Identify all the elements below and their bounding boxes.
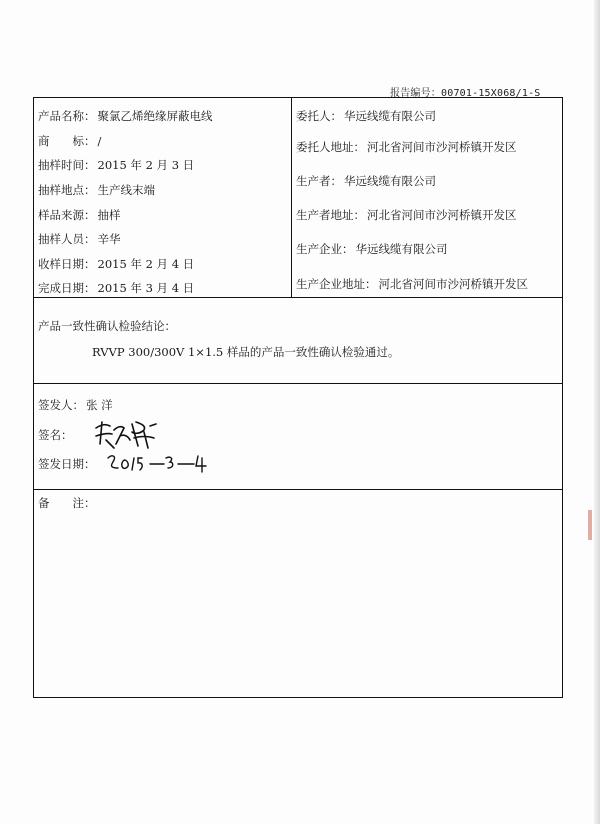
section-divider-top <box>34 297 562 298</box>
sampling-time-value: 2015 年 2 月 3 日 <box>97 158 195 172</box>
receipt-date-label: 收样日期： <box>38 257 96 271</box>
sample-source-value: 抽样 <box>97 208 121 222</box>
column-divider <box>291 98 292 297</box>
producer-label: 生产者： <box>296 174 342 188</box>
producer-value: 华远线缆有限公司 <box>344 174 436 188</box>
handwritten-date <box>104 450 214 474</box>
page-edge-shadow <box>594 0 600 824</box>
client-address-field <box>296 140 517 154</box>
product-name-label: 产品名称： <box>38 109 96 123</box>
conclusion-text: RVVP 300/300V 1×1.5 样品的产品一致性确认检验通过。 <box>92 345 400 359</box>
issuer-label: 签发人： <box>38 398 84 412</box>
producer-address-field <box>296 208 517 222</box>
remarks-label: 备 注： <box>38 496 96 510</box>
issue-date-label: 签发日期： <box>38 457 96 471</box>
sampler-field <box>38 232 121 246</box>
issuer-field <box>38 398 113 412</box>
sampling-location-field <box>38 183 155 197</box>
enterprise-address-value: 河北省河间市沙河桥镇开发区 <box>378 277 528 291</box>
sample-source-label: 样品来源： <box>38 208 96 222</box>
signature-label: 签名： <box>38 428 73 442</box>
trademark-label: 商 标： <box>38 134 96 148</box>
completion-date-label: 完成日期： <box>38 281 96 295</box>
producer-field <box>296 174 436 188</box>
completion-date-field <box>38 281 194 295</box>
trademark-value: / <box>97 134 102 148</box>
client-address-label: 委托人地址： <box>296 140 365 154</box>
enterprise-field <box>296 242 448 256</box>
section-divider-bottom <box>34 489 562 490</box>
conclusion-title: 产品一致性确认检验结论： <box>38 319 176 333</box>
client-value: 华远线缆有限公司 <box>344 109 436 123</box>
handwritten-signature <box>92 414 162 452</box>
sampler-value: 辛华 <box>97 232 121 246</box>
sampling-time-label: 抽样时间： <box>38 158 96 172</box>
sampling-location-value: 生产线末端 <box>97 183 155 197</box>
client-label: 委托人： <box>296 109 342 123</box>
scan-artifact <box>588 510 592 540</box>
sample-source-field <box>38 208 121 222</box>
producer-address-label: 生产者地址： <box>296 208 365 222</box>
product-name-field <box>38 109 213 123</box>
enterprise-address-field <box>296 277 528 291</box>
report-number-value: 00701-15X068/1-S <box>441 88 541 99</box>
enterprise-value: 华远线缆有限公司 <box>355 242 448 256</box>
issuer-value: 张 洋 <box>86 398 113 412</box>
sampler-label: 抽样人员： <box>38 232 96 246</box>
report-table <box>33 97 563 698</box>
section-divider-middle <box>34 383 562 384</box>
receipt-date-value: 2015 年 2 月 4 日 <box>97 257 195 271</box>
sampling-time-field <box>38 158 194 172</box>
client-address-value: 河北省河间市沙河桥镇开发区 <box>367 140 517 154</box>
completion-date-value: 2015 年 3 月 4 日 <box>97 281 195 295</box>
client-field <box>296 109 436 123</box>
producer-address-value: 河北省河间市沙河桥镇开发区 <box>367 208 517 222</box>
receipt-date-field <box>38 257 194 271</box>
sampling-location-label: 抽样地点： <box>38 183 96 197</box>
enterprise-address-label: 生产企业地址： <box>296 277 377 291</box>
enterprise-label: 生产企业： <box>296 242 354 256</box>
trademark-field <box>38 134 101 148</box>
product-name-value: 聚氯乙烯绝缘屏蔽电线 <box>97 109 213 123</box>
report-number-label: 报告编号： <box>390 88 441 99</box>
